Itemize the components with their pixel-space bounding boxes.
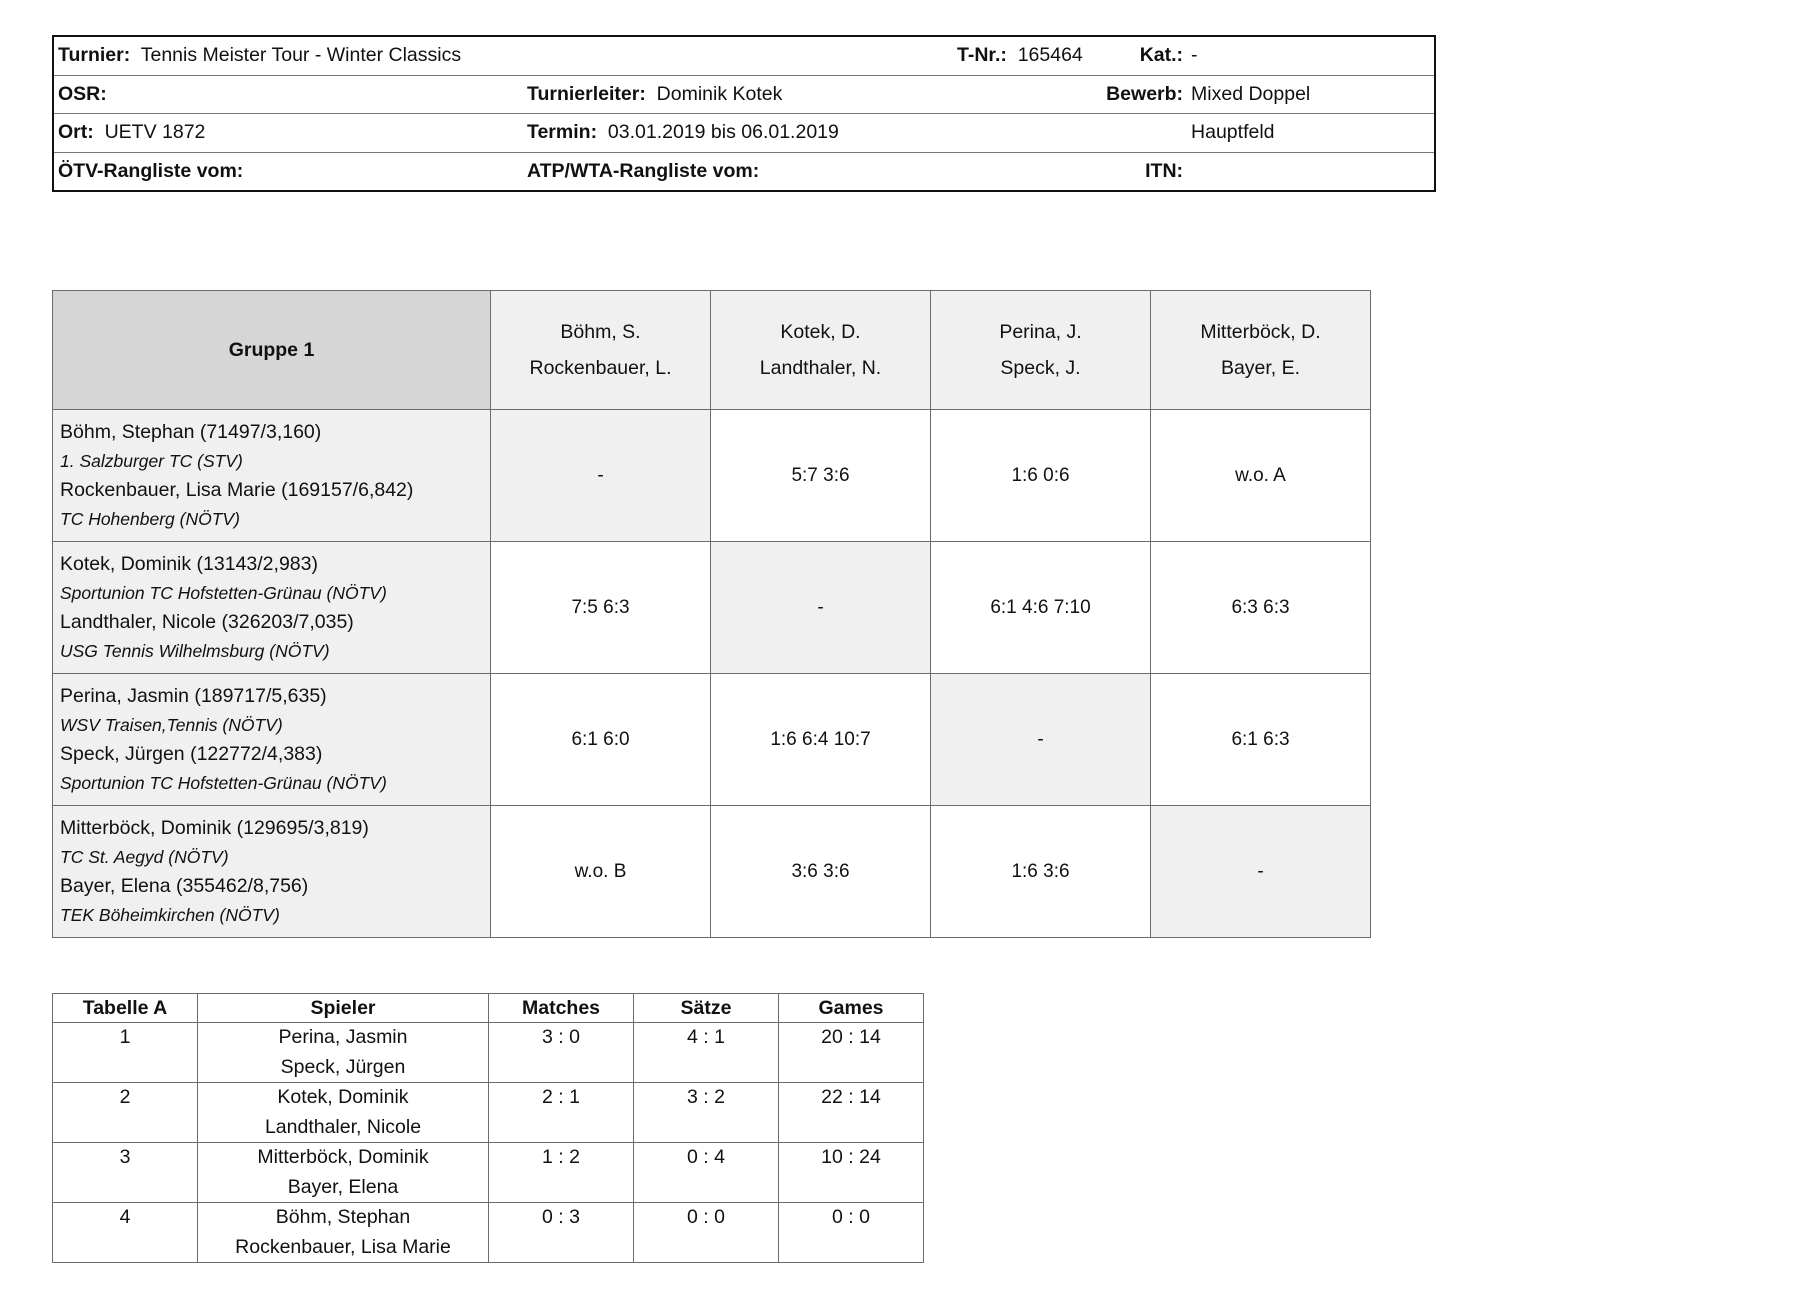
result-cell: -	[491, 410, 711, 542]
group-row	[53, 806, 1371, 938]
column-player-1: Perina, J.	[999, 321, 1082, 343]
club-name: Sportunion TC Hofstetten-Grünau (NÖTV)	[60, 582, 387, 603]
result-cell: 6:1 6:3	[1151, 674, 1371, 806]
standings-player: Landthaler, Nicole	[264, 1115, 422, 1138]
ort-value: UETV 1872	[104, 121, 206, 144]
standings-player: Mitterböck, Dominik	[257, 1146, 429, 1168]
standings-row	[53, 1203, 924, 1263]
info-row-turnier	[53, 36, 1435, 75]
info-row-rangliste	[53, 152, 1435, 191]
player-name: Mitterböck, Dominik (129695/3,819)	[60, 816, 369, 839]
standings-header-games: Games	[779, 994, 924, 1023]
team-cell	[53, 806, 491, 938]
result-cell: 1:6 0:6	[931, 410, 1151, 542]
standings-row	[53, 1083, 924, 1143]
kat-value: -	[1191, 44, 1198, 67]
column-player-2: Bayer, E.	[1220, 357, 1301, 379]
standings-row	[53, 1143, 924, 1203]
atp-rangliste-label: ATP/WTA-Rangliste vom:	[523, 152, 1019, 191]
player-name: Rockenbauer, Lisa Marie (169157/6,842)	[60, 478, 414, 501]
group-column-header	[711, 291, 931, 410]
standings-saetze: 3 : 2	[634, 1083, 779, 1143]
club-name: TC St. Aegyd (NÖTV)	[60, 846, 229, 867]
standings-player: Perina, Jasmin	[278, 1026, 408, 1048]
standings-header-saetze: Sätze	[634, 994, 779, 1023]
result-cell: -	[931, 674, 1151, 806]
result-cell: 1:6 6:4 10:7	[711, 674, 931, 806]
result-cell: 3:6 3:6	[711, 806, 931, 938]
group-column-header	[491, 291, 711, 410]
player-name: Böhm, Stephan (71497/3,160)	[60, 420, 322, 443]
standings-rank: 4	[53, 1203, 198, 1263]
player-name: Perina, Jasmin (189717/5,635)	[60, 684, 327, 707]
column-player-1: Kotek, D.	[780, 321, 861, 343]
tnr-value: 165464	[1017, 44, 1083, 67]
club-name: TEK Böheimkirchen (NÖTV)	[60, 904, 280, 925]
group-header-row	[53, 291, 1371, 410]
standings-saetze: 0 : 0	[634, 1203, 779, 1263]
result-cell: 6:3 6:3	[1151, 542, 1371, 674]
team-cell	[53, 542, 491, 674]
standings-player: Kotek, Dominik	[277, 1086, 409, 1108]
info-row-ort	[53, 114, 1435, 153]
turnierleiter-value: Dominik Kotek	[656, 82, 783, 105]
group-column-header	[1151, 291, 1371, 410]
standings-players	[198, 1083, 489, 1143]
standings-saetze: 0 : 4	[634, 1143, 779, 1203]
column-player-2: Rockenbauer, L.	[529, 357, 672, 379]
player-name: Bayer, Elena (355462/8,756)	[60, 874, 309, 897]
standings-games: 22 : 14	[779, 1083, 924, 1143]
turnierleiter-label: Turnierleiter:	[527, 82, 646, 105]
result-cell: 5:7 3:6	[711, 410, 931, 542]
standings-matches: 1 : 2	[489, 1143, 634, 1203]
club-name: WSV Traisen,Tennis (NÖTV)	[60, 714, 283, 735]
player-name: Speck, Jürgen (122772/4,383)	[60, 742, 323, 765]
standings-games: 10 : 24	[779, 1143, 924, 1203]
standings-matches: 2 : 1	[489, 1083, 634, 1143]
result-cell: 7:5 6:3	[491, 542, 711, 674]
standings-players	[198, 1143, 489, 1203]
result-cell: w.o. A	[1151, 410, 1371, 542]
kat-label: Kat.:	[1139, 44, 1184, 67]
standings-header-spieler: Spieler	[198, 994, 489, 1023]
standings-players	[198, 1023, 489, 1083]
termin-value: 03.01.2019 bis 06.01.2019	[607, 121, 839, 144]
standings-games: 20 : 14	[779, 1023, 924, 1083]
player-name: Kotek, Dominik (13143/2,983)	[60, 552, 318, 575]
standings-matches: 3 : 0	[489, 1023, 634, 1083]
group-row	[53, 674, 1371, 806]
osr-label: OSR:	[53, 75, 523, 114]
team-cell	[53, 410, 491, 542]
club-name: TC Hohenberg (NÖTV)	[60, 508, 240, 529]
standings-player: Bayer, Elena	[287, 1175, 399, 1198]
standings-player: Speck, Jürgen	[280, 1055, 406, 1078]
termin-label: Termin:	[527, 121, 598, 144]
group-title: Gruppe 1	[53, 291, 491, 410]
tnr-label: T-Nr.:	[957, 44, 1007, 67]
result-cell: w.o. B	[491, 806, 711, 938]
standings-header-row	[53, 994, 924, 1023]
column-player-1: Mitterböck, D.	[1200, 321, 1321, 343]
feld-value: Hauptfeld	[1187, 114, 1435, 153]
standings-rank: 1	[53, 1023, 198, 1083]
group-row	[53, 410, 1371, 542]
standings-row	[53, 1023, 924, 1083]
group-row	[53, 542, 1371, 674]
info-row-osr	[53, 75, 1435, 114]
column-player-1: Böhm, S.	[560, 321, 641, 343]
result-cell: 6:1 6:0	[491, 674, 711, 806]
player-name: Landthaler, Nicole (326203/7,035)	[60, 610, 354, 633]
club-name: Sportunion TC Hofstetten-Grünau (NÖTV)	[60, 772, 387, 793]
result-cell: 6:1 4:6 7:10	[931, 542, 1151, 674]
column-player-2: Landthaler, N.	[759, 357, 882, 379]
result-cell: 1:6 3:6	[931, 806, 1151, 938]
tournament-info-table	[52, 35, 1436, 192]
itn-label: ITN:	[1019, 152, 1187, 191]
standings-player: Böhm, Stephan	[275, 1206, 411, 1228]
standings-saetze: 4 : 1	[634, 1023, 779, 1083]
standings-player: Rockenbauer, Lisa Marie	[235, 1235, 451, 1258]
column-player-2: Speck, J.	[1000, 357, 1081, 379]
turnier-value: Tennis Meister Tour - Winter Classics	[140, 44, 462, 67]
result-cell: -	[711, 542, 931, 674]
standings-rank: 2	[53, 1083, 198, 1143]
standings-table	[52, 993, 924, 1263]
turnier-label: Turnier:	[58, 44, 131, 67]
result-cell: -	[1151, 806, 1371, 938]
bewerb-value: Mixed Doppel	[1187, 75, 1435, 114]
standings-header-matches: Matches	[489, 994, 634, 1023]
bewerb-label: Bewerb:	[1019, 75, 1187, 114]
club-name: USG Tennis Wilhelmsburg (NÖTV)	[60, 640, 330, 661]
standings-matches: 0 : 3	[489, 1203, 634, 1263]
standings-games: 0 : 0	[779, 1203, 924, 1263]
club-name: 1. Salzburger TC (STV)	[60, 450, 243, 471]
oetv-rangliste-label: ÖTV-Rangliste vom:	[53, 152, 523, 191]
standings-rank: 3	[53, 1143, 198, 1203]
ort-label: Ort:	[58, 121, 94, 144]
standings-players	[198, 1203, 489, 1263]
group-matrix	[52, 290, 1371, 938]
group-column-header	[931, 291, 1151, 410]
standings-header-tabelle: Tabelle A	[53, 994, 198, 1023]
team-cell	[53, 674, 491, 806]
